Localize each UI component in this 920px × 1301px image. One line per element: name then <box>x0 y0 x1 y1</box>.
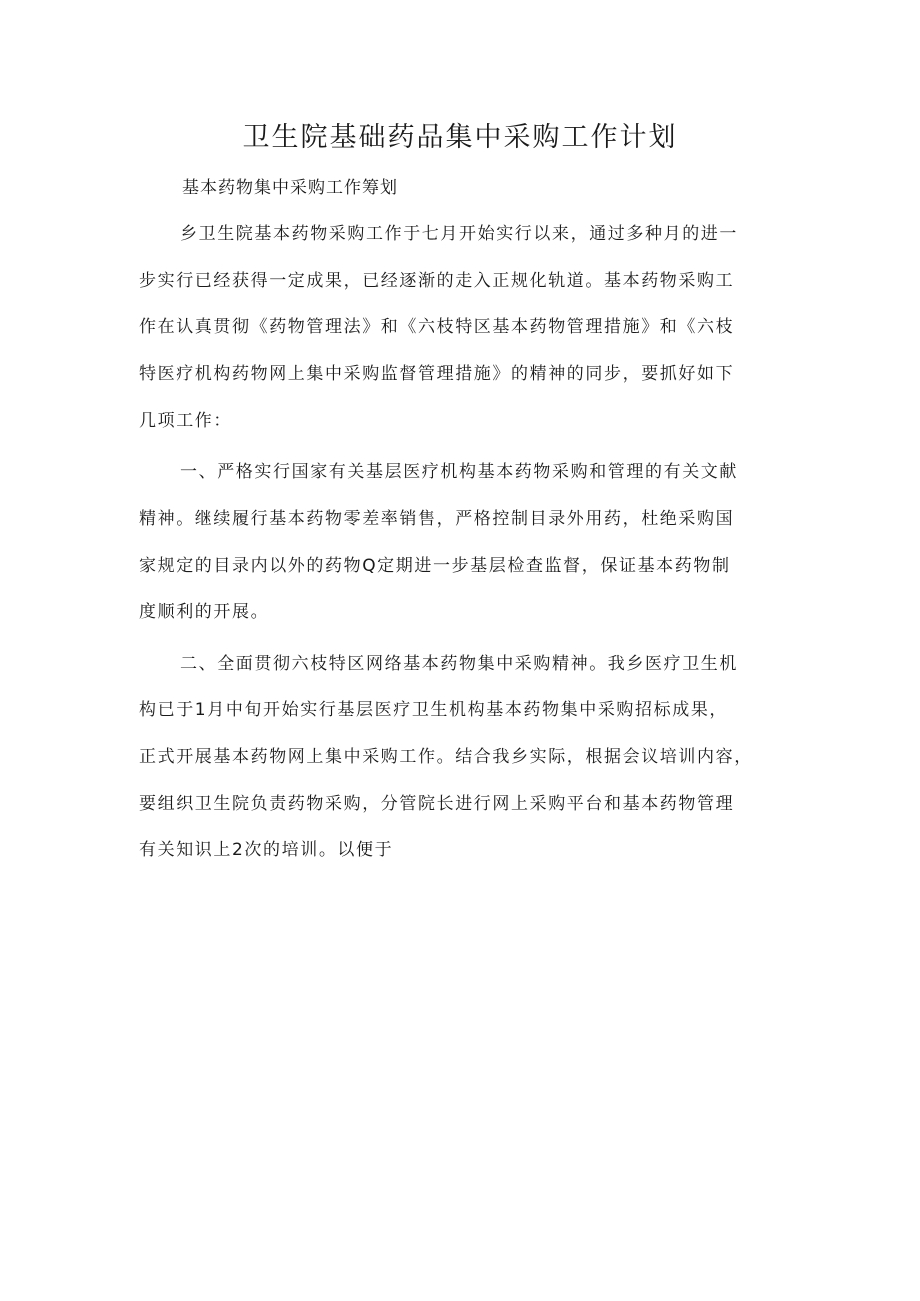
paragraph-1-line-2: 步实行已经获得一定成果，已经逐渐的走入正规化轨道。基本药物采购工 <box>139 271 735 291</box>
paragraph-1-line-4: 特医疗机构药物网上集中采购监督管理措施》的精神的同步，要抓好如下 <box>139 364 735 384</box>
paragraph-2-line-3: 家规定的目录内以外的药物Q定期进一步基层检查监督，保证基本药物制 <box>139 556 731 576</box>
paragraph-3-line-3: 正式开展基本药物网上集中采购工作。结合我乡实际，根据会议培训内容， <box>139 747 753 767</box>
paragraph-2-line-4: 度顺利的开展。 <box>139 602 270 622</box>
document-subtitle: 基本药物集中采购工作筹划 <box>182 178 398 198</box>
paragraph-2-line-1: 一、严格实行国家有关基层医疗机构基本药物采购和管理的有关文献 <box>180 462 738 482</box>
paragraph-3-line-4: 要组织卫生院负责药物采购，分管院长进行网上采购平台和基本药物管理 <box>139 794 735 814</box>
paragraph-1-line-3: 作在认真贯彻《药物管理法》和《六枝特区基本药物管理措施》和《六枝 <box>139 317 735 337</box>
paragraph-3-line-5: 有关知识上2次的培训。以便于 <box>139 840 394 860</box>
document-title: 卫生院基础药品集中采购工作计划 <box>242 122 678 153</box>
paragraph-1-line-1: 乡卫生院基本药物采购工作于七月开始实行以来，通过多种月的进一 <box>180 224 738 244</box>
paragraph-1-line-5: 几项工作： <box>139 411 232 431</box>
paragraph-3-line-2: 构已于1月中旬开始实行基层医疗卫生机构基本药物集中采购招标成果， <box>139 700 729 720</box>
paragraph-2-line-2: 精神。继续履行基本药物零差率销售，严格控制目录外用药，杜绝采购国 <box>139 509 735 529</box>
paragraph-3-line-1: 二、全面贯彻六枝特区网络基本药物集中采购精神。我乡医疗卫生机 <box>180 654 738 674</box>
